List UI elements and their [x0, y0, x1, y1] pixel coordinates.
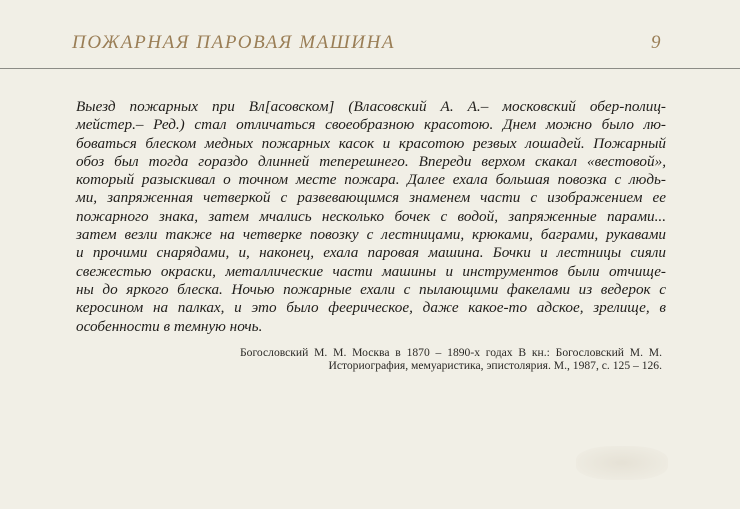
passage-line: пожарного знака, затем мчались несколько бочек с водой, запряженные парами...: [76, 207, 666, 225]
passage-line: обоз был тогда гораздо длинней теперешнего. Впереди верхом скакал «вестовой»,: [76, 152, 666, 170]
passage-line: затем везли также на четверке повозку с лестницами, крюками, баграми, рукавами: [76, 226, 666, 244]
header-divider: [0, 68, 740, 69]
running-header-title: ПОЖАРНАЯ ПАРОВАЯ МАШИНА: [72, 32, 396, 53]
page-number: 9: [651, 32, 661, 53]
faint-stamp-mark: [576, 446, 668, 480]
passage-line: свежестью окраски, металлические части машины и инструментов были отчище-: [76, 262, 666, 280]
passage-line: ны до яркого блеска. Ночью пожарные ехали с пылающими факелами из ведерок с: [76, 280, 666, 298]
passage-line: керосином на палках, и это было феерическое, даже какое-то адское, зрелище, в: [76, 299, 666, 317]
quoted-passage: [76, 98, 666, 336]
passage-line: который разыскивал о точном месте пожара. Далее ехала большая повозка с людь-: [76, 171, 666, 189]
passage-line: ми, запряженная четверкой с развевающимся знаменем части с изображением ее: [76, 189, 666, 207]
citation-line: Богословский М. М. Москва в 1870 – 1890-х годах В кн.: Богословский М. М.: [240, 346, 662, 359]
passage-line-last: особенности в темную ночь.: [76, 317, 263, 335]
passage-line: мейстер.– Ред.) стал отличаться своеобразною красотою. Днем можно было лю-: [76, 116, 666, 134]
passage-line: и прочими снарядами, и, наконец, ехала паровая машина. Бочки и лестницы сияли: [76, 244, 666, 262]
passage-line: Выезд пожарных при Вл[асовском] (Власовский А. А.– московский обер-полиц-: [76, 98, 666, 115]
citation-line: Историография, мемуаристика, эпистолярия. М., 1987, с. 125 – 126.: [328, 358, 662, 372]
source-citation: [240, 347, 662, 372]
passage-line: боваться блеском медных пожарных касок и красотою резвых лошадей. Пожарный: [76, 134, 666, 152]
